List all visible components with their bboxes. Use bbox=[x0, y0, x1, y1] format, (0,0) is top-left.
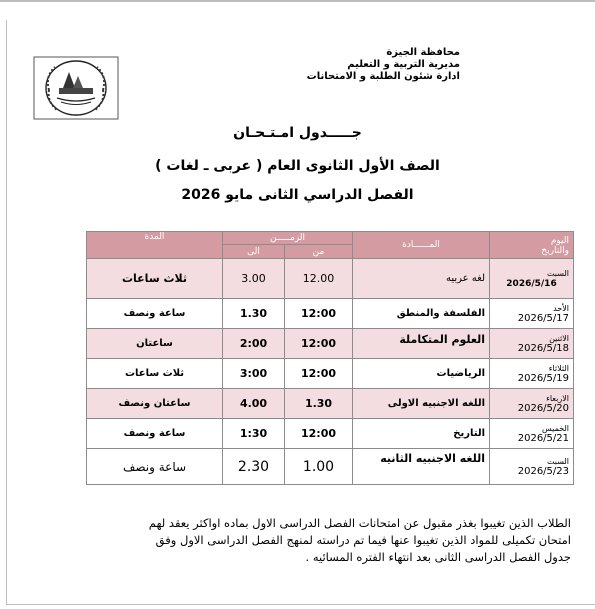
schedule-title: جـــــدول امـتـحـان bbox=[233, 125, 362, 141]
table-row bbox=[87, 419, 574, 449]
exam-schedule-table bbox=[86, 231, 574, 485]
start-time: 12:00 bbox=[285, 419, 353, 449]
duration-cell: ثلاث ساعات bbox=[87, 259, 223, 299]
table-row bbox=[87, 359, 574, 389]
day-cell bbox=[490, 449, 574, 485]
directorate-header bbox=[307, 47, 460, 83]
date-header: والتاريخ bbox=[541, 246, 570, 256]
exam-date: 2026/5/20 bbox=[517, 402, 570, 414]
day-cell bbox=[490, 389, 574, 419]
term-title: الفصل الدراسي الثانى مايو 2026 bbox=[181, 187, 414, 203]
end-time: 2:00 bbox=[223, 329, 285, 359]
day-cell bbox=[490, 259, 574, 299]
page-edge-left bbox=[6, 20, 7, 605]
exam-date: 2026/5/19 bbox=[517, 372, 570, 384]
makeup-exam-note bbox=[96, 515, 571, 566]
subject-cell: الفلسفة والمنطق bbox=[353, 299, 490, 329]
day-cell bbox=[490, 419, 574, 449]
subject-cell: الرياضيات bbox=[353, 359, 490, 389]
grade-title: الصف الأول الثانوى العام ( عربى ـ لغات ) bbox=[155, 158, 440, 174]
duration-cell: ساعتان ونصف bbox=[87, 389, 223, 419]
from-header: من bbox=[285, 245, 353, 259]
subject-header: المــــــادة bbox=[353, 232, 490, 259]
header-governorate: محافظة الجيزة bbox=[386, 47, 460, 58]
table-row bbox=[87, 329, 574, 359]
duration-cell: ساعة ونصف bbox=[87, 299, 223, 329]
note-line: جدول الفصل الدراسى الثانى بعد انتهاء الفتره المسائيه . bbox=[305, 550, 571, 564]
note-line: امتحان تكميلى للمواد الذين تغيبوا عنها فيما تم دراسته لمنهج الفصل الدراسى الاول وفق bbox=[155, 533, 571, 547]
governorate-logo bbox=[33, 56, 119, 120]
note-line: الطلاب الذين تغيبوا بغذر مقبول عن امتحانات الفصل الدراسى الاول بماده اواكثر يعقد لهم bbox=[148, 516, 571, 530]
header-administration: ادارة شئون الطلبة و الامتحانات bbox=[306, 71, 460, 82]
day-name: الاثنين bbox=[549, 333, 570, 343]
day-date-header bbox=[490, 232, 574, 259]
header-directorate: مديرية التربية و التعليم bbox=[347, 59, 460, 70]
page-edge-top bbox=[0, 0, 595, 2]
duration-cell: ساعة ونصف bbox=[87, 419, 223, 449]
duration-cell: ساعة ونصف bbox=[87, 449, 223, 485]
day-name: الاربعاء bbox=[546, 393, 570, 403]
end-time: 1.30 bbox=[223, 299, 285, 329]
time-header: الزمـــــن bbox=[223, 232, 353, 245]
end-time: 3:00 bbox=[223, 359, 285, 389]
subject-cell: اللغه الاجنبيه الثانيه bbox=[353, 449, 490, 485]
page-edge-bottom bbox=[6, 604, 595, 605]
duration-header: المدة bbox=[87, 232, 223, 259]
end-time: 3.00 bbox=[223, 259, 285, 299]
exam-date: 2026/5/21 bbox=[517, 432, 570, 444]
start-time: 1.00 bbox=[285, 449, 353, 485]
duration-cell: ثلاث ساعات bbox=[87, 359, 223, 389]
day-name: الخميس bbox=[541, 423, 570, 433]
day-cell bbox=[490, 359, 574, 389]
start-time: 12:00 bbox=[285, 299, 353, 329]
day-name: السبت bbox=[546, 268, 570, 278]
end-time: 4.00 bbox=[223, 389, 285, 419]
duration-cell: ساعتان bbox=[87, 329, 223, 359]
exam-date: 2026/5/17 bbox=[517, 312, 570, 324]
day-cell bbox=[490, 299, 574, 329]
day-name: السبت bbox=[546, 456, 570, 466]
subject-cell: اللغه الاجنبيه الاولى bbox=[353, 389, 490, 419]
start-time: 12.00 bbox=[285, 259, 353, 299]
exam-date: 2026/5/18 bbox=[517, 342, 570, 354]
table-row bbox=[87, 449, 574, 485]
table-row bbox=[87, 389, 574, 419]
day-name: الثلاثاء bbox=[548, 363, 570, 373]
table-row bbox=[87, 299, 574, 329]
subject-cell: التاريخ bbox=[353, 419, 490, 449]
table-row bbox=[87, 259, 574, 299]
end-time: 2.30 bbox=[223, 449, 285, 485]
subject-cell: لغه عربيه bbox=[353, 259, 490, 299]
day-cell bbox=[490, 329, 574, 359]
exam-date: 2026/5/23 bbox=[517, 465, 570, 477]
day-header: اليوم bbox=[550, 236, 570, 246]
end-time: 1:30 bbox=[223, 419, 285, 449]
start-time: 12:00 bbox=[285, 329, 353, 359]
start-time: 12:00 bbox=[285, 359, 353, 389]
subject-cell: العلوم المتكاملة bbox=[353, 329, 490, 359]
to-header: الى bbox=[223, 245, 285, 259]
table-header-row bbox=[87, 232, 574, 245]
day-name: الأحد bbox=[553, 303, 570, 313]
start-time: 1.30 bbox=[285, 389, 353, 419]
exam-date: 2026/5/16 bbox=[506, 278, 557, 289]
